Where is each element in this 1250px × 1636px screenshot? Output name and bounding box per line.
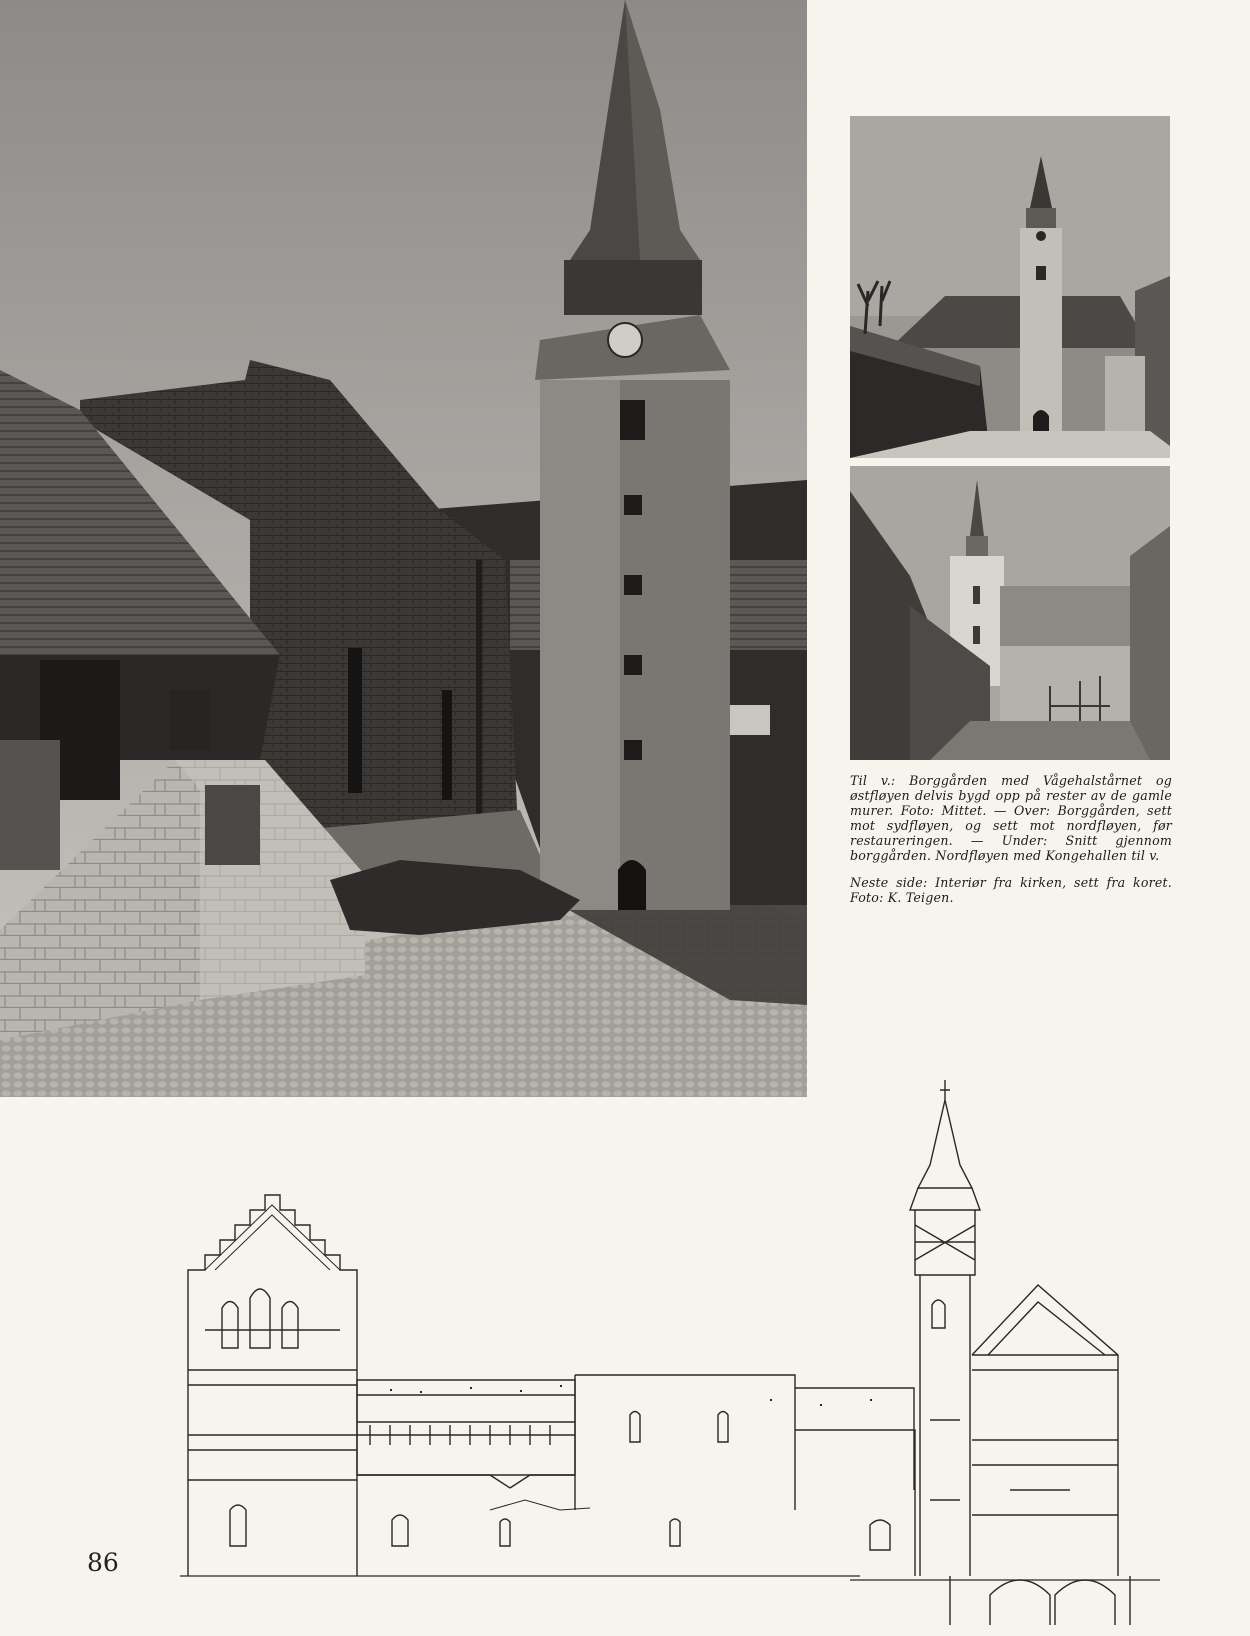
caption-paragraph-1: Til v.: Borggården med Vågehalstårnet og østfløyen delvis bygd opp på rester av de gamle murer. Foto: Mittet. — Over: Borggården, sett mot sydfløyen, og sett mot nordfløyen, før restaureringen. — Under: Snitt gjennom borggården. Nordfløyen med Kongehallen til v. bbox=[850, 773, 1172, 863]
page-number: 86 bbox=[87, 1548, 119, 1577]
section-drawing bbox=[170, 1070, 1240, 1630]
figure-caption bbox=[850, 773, 1172, 917]
courtyard-north-wing-photo bbox=[850, 466, 1170, 760]
caption-paragraph-2: Neste side: Interiør fra kirken, sett fra koret. Foto: K. Teigen. bbox=[850, 875, 1172, 905]
main-courtyard-photo bbox=[0, 0, 807, 1097]
courtyard-south-wing-photo bbox=[850, 116, 1170, 458]
